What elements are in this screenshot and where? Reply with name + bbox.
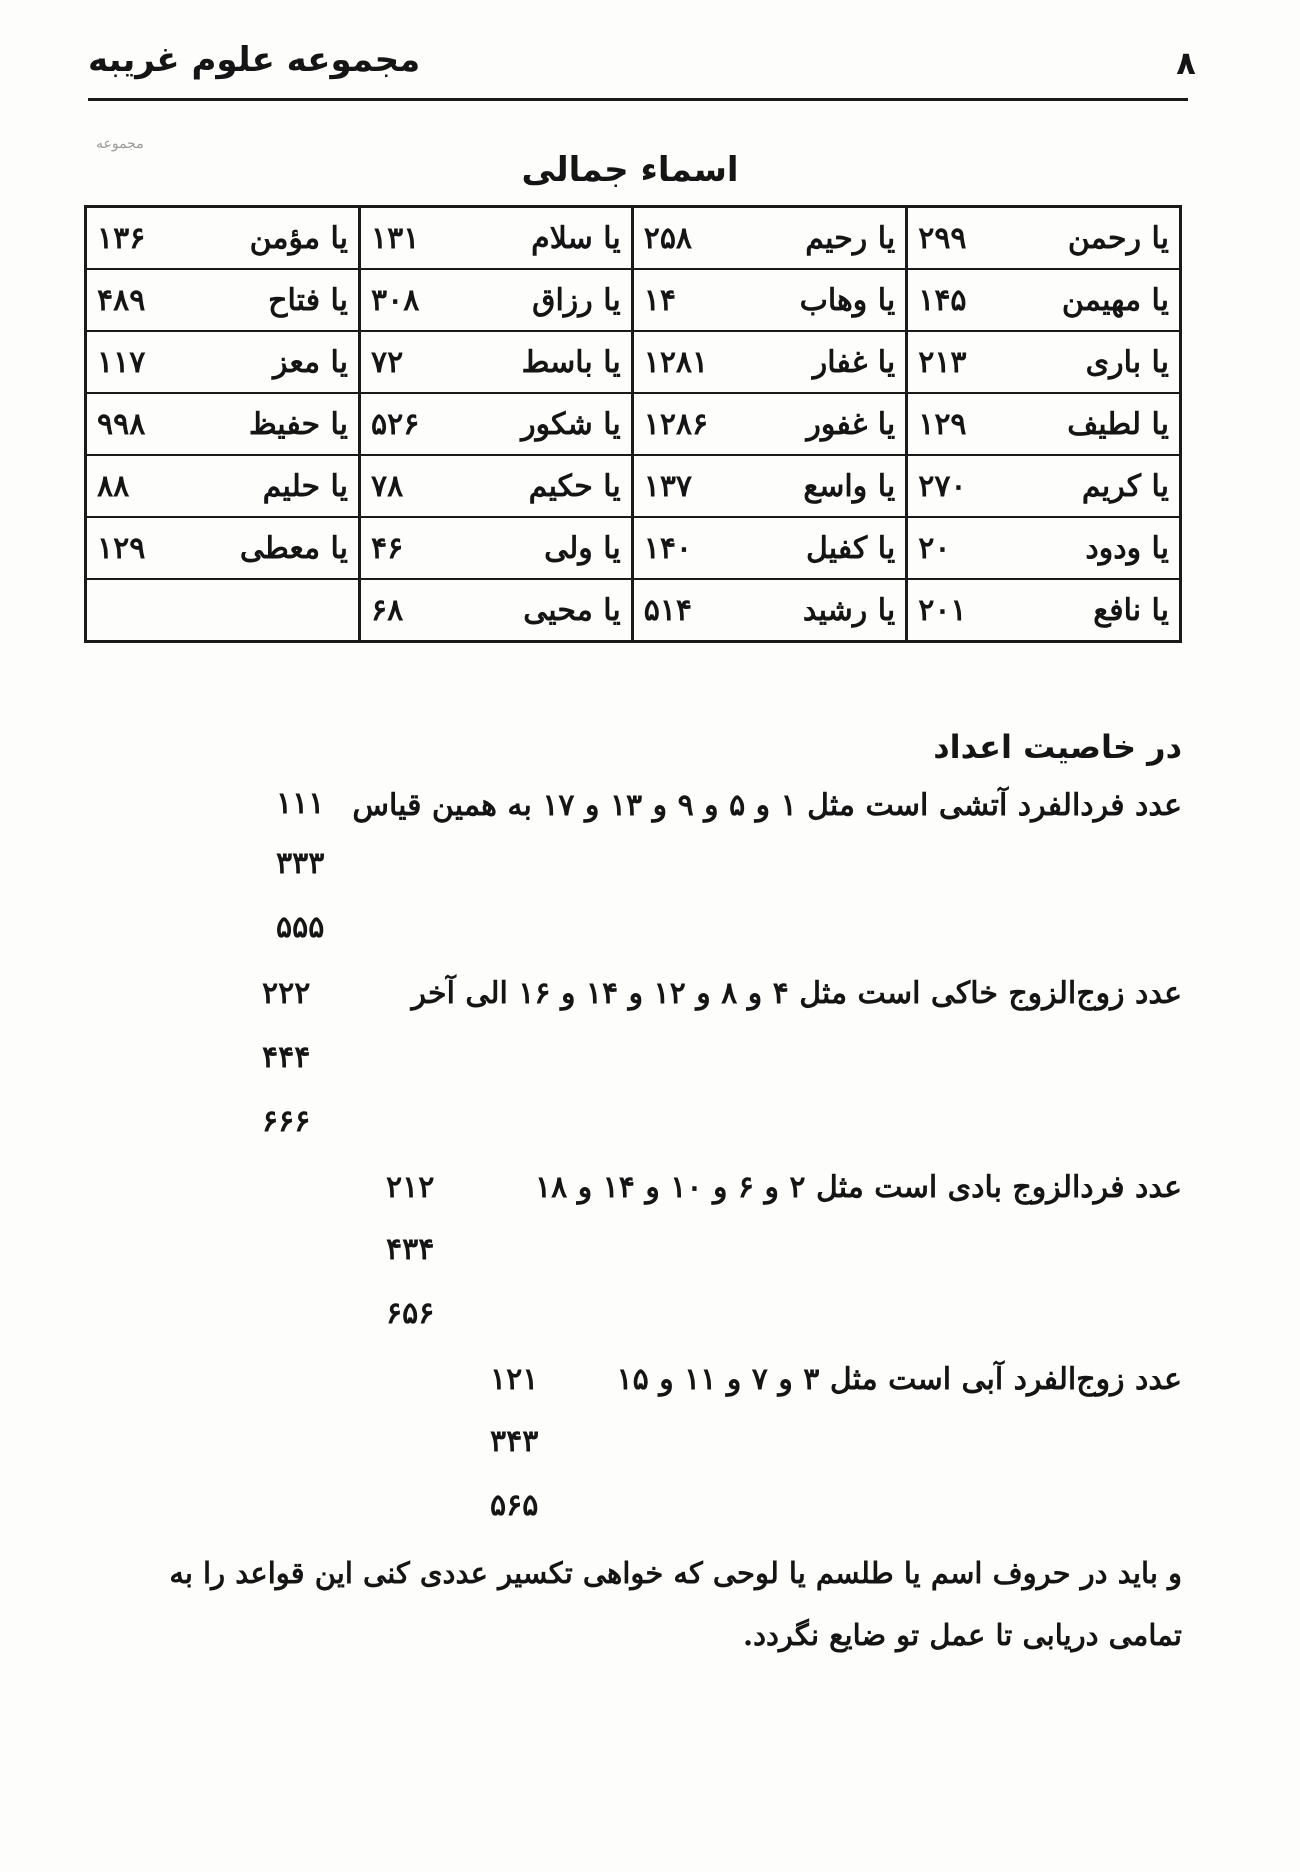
abjad-value-cell: ۱۴ xyxy=(632,269,728,331)
number-fard-fard-2: ۳۳۳ xyxy=(276,846,325,881)
divine-name-cell: یا سلام xyxy=(453,207,632,270)
abjad-value-cell: ۱۱۷ xyxy=(86,331,179,393)
number-fard-zouj-3: ۶۵۶ xyxy=(386,1296,435,1331)
page-number: ۸ xyxy=(1176,44,1196,82)
divine-name-cell: یا نافع xyxy=(1000,579,1180,642)
table-row xyxy=(86,207,1181,270)
divine-name-cell: یا ولی xyxy=(453,517,632,579)
table-row xyxy=(86,331,1181,393)
divine-name-cell xyxy=(179,579,360,642)
abjad-value-cell: ۱۲۹ xyxy=(907,393,1000,455)
abjad-value-cell xyxy=(86,579,179,642)
divine-name-cell: یا غفور xyxy=(728,393,907,455)
divine-name-cell: یا مهیمن xyxy=(1000,269,1180,331)
abjad-value-cell: ۱۲۸۶ xyxy=(632,393,728,455)
abjad-value-cell: ۱۲۹ xyxy=(86,517,179,579)
divine-name-cell: یا حفیظ xyxy=(179,393,360,455)
number-fard-fard-3: ۵۵۵ xyxy=(276,910,325,945)
divine-name-cell: یا مؤمن xyxy=(179,207,360,270)
book-title: مجموعه علوم غریبه xyxy=(88,40,421,80)
divine-name-cell: یا لطیف xyxy=(1000,393,1180,455)
abjad-value-cell: ۱۳۶ xyxy=(86,207,179,270)
divine-name-cell: یا معز xyxy=(179,331,360,393)
closing-paragraph-line-1: و باید در حروف اسم یا طلسم یا لوحی که خواهی تکسیر عددی کنی این قواعد را به xyxy=(169,1556,1182,1590)
rule-zouj-fard: عدد زوج‌الفرد آبی است مثل ۳ و ۷ و ۱۱ و ۱۵ xyxy=(616,1362,1182,1397)
divine-name-cell: یا کریم xyxy=(1000,455,1180,517)
number-zouj-zouj-3: ۶۶۶ xyxy=(262,1104,311,1139)
abjad-value-cell: ۲۱۳ xyxy=(907,331,1000,393)
abjad-value-cell: ۳۰۸ xyxy=(360,269,453,331)
divine-name-cell: یا محیی xyxy=(453,579,632,642)
table-row xyxy=(86,393,1181,455)
abjad-value-cell: ۴۶ xyxy=(360,517,453,579)
number-zouj-fard-2: ۳۴۳ xyxy=(490,1424,539,1459)
abjad-value-cell: ۶۸ xyxy=(360,579,453,642)
abjad-value-cell: ۲۰ xyxy=(907,517,1000,579)
divine-name-cell: یا باری xyxy=(1000,331,1180,393)
number-fard-zouj-1: ۲۱۲ xyxy=(386,1170,435,1205)
closing-paragraph-line-2: تمامی دریابی تا عمل تو ضایع نگردد. xyxy=(743,1618,1182,1652)
rule-fard-zouj: عدد فردالزوج بادی است مثل ۲ و ۶ و ۱۰ و ۱۴ و ۱۸ xyxy=(535,1170,1182,1205)
number-fard-fard-1: ۱۱۱ xyxy=(276,786,325,821)
abjad-value-cell: ۹۹۸ xyxy=(86,393,179,455)
abjad-value-cell: ۴۸۹ xyxy=(86,269,179,331)
header-divider xyxy=(88,98,1188,101)
divine-name-cell: یا شکور xyxy=(453,393,632,455)
divine-name-cell: یا کفیل xyxy=(728,517,907,579)
divine-name-cell: یا رشید xyxy=(728,579,907,642)
table-row xyxy=(86,455,1181,517)
abjad-value-cell: ۱۴۰ xyxy=(632,517,728,579)
divine-name-cell: یا واسع xyxy=(728,455,907,517)
abjad-value-cell: ۷۲ xyxy=(360,331,453,393)
names-table xyxy=(84,205,1182,643)
number-fard-zouj-2: ۴۳۴ xyxy=(386,1232,435,1267)
divine-name-cell: یا حلیم xyxy=(179,455,360,517)
divine-name-cell: یا حکیم xyxy=(453,455,632,517)
divine-name-cell: یا ودود xyxy=(1000,517,1180,579)
number-zouj-zouj-2: ۴۴۴ xyxy=(262,1040,311,1075)
table-row xyxy=(86,517,1181,579)
number-zouj-zouj-1: ۲۲۲ xyxy=(262,976,311,1011)
abjad-value-cell: ۱۳۱ xyxy=(360,207,453,270)
number-zouj-fard-1: ۱۲۱ xyxy=(490,1362,539,1397)
rule-zouj-zouj: عدد زوج‌الزوج خاکی است مثل ۴ و ۸ و ۱۲ و ۱۴ و ۱۶ الی آخر xyxy=(411,976,1182,1011)
divine-name-cell: یا معطی xyxy=(179,517,360,579)
abjad-value-cell: ۷۸ xyxy=(360,455,453,517)
divine-name-cell: یا رزاق xyxy=(453,269,632,331)
abjad-value-cell: ۵۲۶ xyxy=(360,393,453,455)
abjad-value-cell: ۲۷۰ xyxy=(907,455,1000,517)
rule-fard-fard: عدد فردالفرد آتشی است مثل ۱ و ۵ و ۹ و ۱۳ و ۱۷ به همین قیاس xyxy=(352,788,1182,823)
divine-name-cell: یا غفار xyxy=(728,331,907,393)
abjad-value-cell: ۸۸ xyxy=(86,455,179,517)
table-row xyxy=(86,269,1181,331)
divine-name-cell: یا رحمن xyxy=(1000,207,1180,270)
margin-annotation: مجموعه xyxy=(96,136,144,152)
abjad-value-cell: ۱۳۷ xyxy=(632,455,728,517)
divine-name-cell: یا فتاح xyxy=(179,269,360,331)
table-row xyxy=(86,579,1181,642)
number-zouj-fard-3: ۵۶۵ xyxy=(490,1488,539,1523)
abjad-value-cell: ۲۵۸ xyxy=(632,207,728,270)
abjad-value-cell: ۱۴۵ xyxy=(907,269,1000,331)
section-title: در خاصیت اعداد xyxy=(933,728,1182,766)
divine-name-cell: یا رحیم xyxy=(728,207,907,270)
abjad-value-cell: ۵۱۴ xyxy=(632,579,728,642)
table-title: اسماء جمالی xyxy=(521,150,739,190)
divine-name-cell: یا باسط xyxy=(453,331,632,393)
abjad-value-cell: ۲۰۱ xyxy=(907,579,1000,642)
divine-name-cell: یا وهاب xyxy=(728,269,907,331)
abjad-value-cell: ۲۹۹ xyxy=(907,207,1000,270)
abjad-value-cell: ۱۲۸۱ xyxy=(632,331,728,393)
